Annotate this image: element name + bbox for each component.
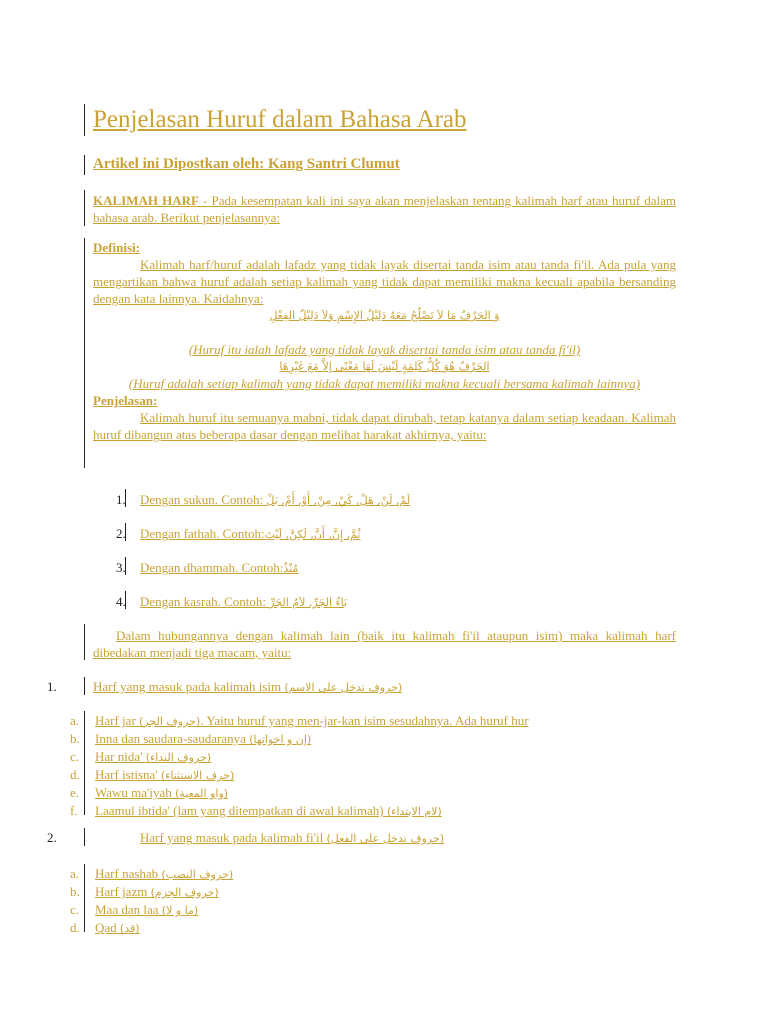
margin-bar <box>84 104 85 136</box>
section-heading: Harf yang masuk pada kalimah isim (حروف تدخل على الاسم) <box>93 679 403 694</box>
list-item: Dengan dhammah. Contoh:مُنْذُ <box>140 560 299 575</box>
section-number: 2. <box>47 830 57 845</box>
list-item: Dengan kasrah. Contoh: بَاءُ الجَرِّ, لاَمُ الجَرِّ <box>140 594 348 609</box>
margin-bar <box>84 677 85 695</box>
byline: Artikel ini Dipostkan oleh: Kang Santri Clumut <box>93 156 400 172</box>
margin-bar <box>84 155 85 175</box>
arabic-rule-1: وَ الحَرْفُ مَا لاَ تَصْلُحُ مَعَهُ دَلِيْلُ الإِسْمِ وَلاَ دَلِيْلُ الفِعْلِ <box>269 309 500 322</box>
sub-list-item: d. Harf istisna' (حرف الاستثناء) <box>70 767 235 782</box>
sub-list-item: b. Inna dan saudara-saudaranya (إن و اخواتها) <box>70 731 312 746</box>
section-heading: Harf yang masuk pada kalimah fi'il (حروف تدخل على الفعل) <box>140 830 445 845</box>
sub-list-item: a. Harf nashab (حروف النصب) <box>70 866 234 881</box>
translation-2: (Huruf adalah setiap kalimah yang tidak dapat memiliki makna kecuali bersama kalimah lainnya) <box>128 376 641 391</box>
list-number: 4. <box>116 594 126 609</box>
sub-list-item: f. Laamul ibtida' (lam yang ditempatkan di awal kalimah) (لام الابتداء) <box>70 803 442 818</box>
intro-paragraph <box>93 192 676 226</box>
page-title: Penjelasan Huruf dalam Bahasa Arab <box>93 106 467 133</box>
list-number: 2. <box>116 526 126 541</box>
definisi-text: Kalimah harf/huruf adalah lafadz yang tidak layak disertai tanda isim atau tanda fi'il. Ada pula yang mengartikan bahwa huruf adalah setiap kalimah yang tidak dapat memiliki makna kecuali apabila bersanding dengan kata lainnya. Kaidahnya: <box>93 257 676 306</box>
penjelasan-text: Kalimah huruf itu semuanya mabni, tidak dapat dirubah, tetap katanya dalam setiap keadaan. Kalimah huruf dibangun atas beberapa dasar dengan melihat harakat akhirnya, yaitu: <box>93 410 676 442</box>
list-item: Dengan fathah. Contoh:ثُمَّ, إِنَّ, أَنَّ, لَكِنَّ, لَيْتَ <box>140 526 361 541</box>
translation-1: (Huruf itu ialah lafadz yang tidak layak disertai tanda isim atau tanda fi'il) <box>188 342 581 357</box>
list-number: 3. <box>116 560 126 575</box>
margin-bar <box>84 828 85 846</box>
definisi-heading: Definisi: <box>93 240 140 255</box>
section-number: 1. <box>47 679 57 694</box>
arabic-rule-2: الحَرْفُ هُوَ كُلُّ كَلِمَةٍ لَيْسَ لَهَا مَعْنًى إلاَّ مَعَ غَيْرِهَا <box>279 360 490 373</box>
sub-list-item: c. Har nida' (حروف النداء) <box>70 749 212 764</box>
list-item: Dengan sukun. Contoh: لَمْ, لَنْ, هَلْ, كَيْ, مِنْ, أَوْ, أَمْ, بَلْ <box>140 492 411 507</box>
intro-label: KALIMAH HARF <box>93 193 199 208</box>
hubungan-paragraph: Dalam hubungannya dengan kalimah lain (baik itu kalimah fi'il ataupun isim) maka kalimah harf dibedakan menjadi tiga macam, yaitu: <box>93 628 676 660</box>
margin-bar <box>84 190 85 226</box>
sub-list-item: a. Harf jar (حروف الجر). Yaitu huruf yang men-jar-kan isim sesudahnya. Ada huruf hur <box>70 713 529 728</box>
margin-bar <box>84 238 85 468</box>
margin-bar <box>84 624 85 660</box>
definisi-section <box>93 239 676 443</box>
list-number: 1. <box>116 492 126 507</box>
sub-list-item: c. Maa dan laa (ما و لا) <box>70 902 199 917</box>
sub-list-item: e. Wawu ma'iyah (واو المعية) <box>70 785 229 800</box>
penjelasan-heading: Penjelasan: <box>93 393 158 408</box>
sub-list-item: d. Qad (قد) <box>70 920 140 935</box>
intro-text: - Pada kesempatan kali ini saya akan menjelaskan tentang kalimah harf atau huruf dalam bahasa arab. Berikut penjelasannya: <box>93 193 676 225</box>
sub-list-item: b. Harf jazm (حروف الجزم) <box>70 884 219 899</box>
